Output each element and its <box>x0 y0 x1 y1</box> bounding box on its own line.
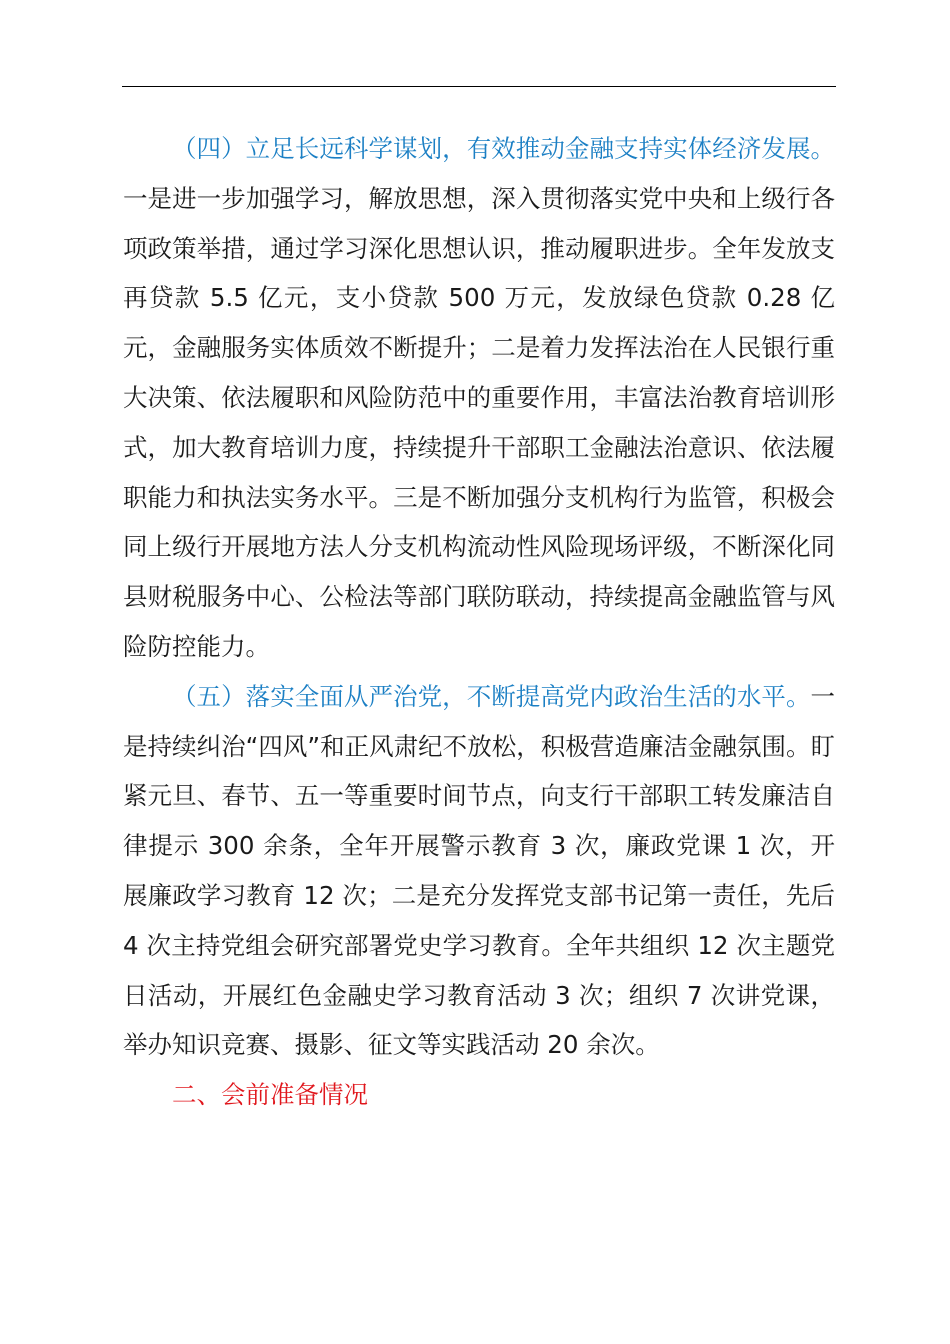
paragraph-five <box>123 672 835 1070</box>
paragraph-five-body: 一是持续纠治“四风”和正风肃纪不放松，积极营造廉洁金融氛围。盯紧元旦、春节、五一等重要时间节点，向支行干部职工转发廉洁自律提示 300 余条，全年开展警示教育 3 次，廉政党课 1 次，开展廉政学习教育 12 次；二是充分发挥党支部书记第一责任，先后 4 次主持党组会研究部署党史学习教育。全年共组织 12 次主题党日活动，开展红色金融史学习教育活动 3 次；组织 7 次讲党课，举办知识竞赛、摄影、征文等实践活动 20 余次。 <box>123 681 835 1060</box>
paragraph-five-heading: （五）落实全面从严治党，不断提高党内政治生活的水平。 <box>172 681 811 711</box>
paragraph-four-heading: （四）立足长远科学谋划，有效推动金融支持实体经济发展。 <box>172 134 835 163</box>
paragraph-four <box>123 124 835 672</box>
paragraph-four-body: 一是进一步加强学习，解放思想，深入贯彻落实党中央和上级行各项政策举措，通过学习深化思想认识，推动履职进步。全年发放支再贷款 5.5 亿元，支小贷款 500 万元，发放绿色贷款 0.28 亿元，金融服务实体质效不断提升；二是着力发挥法治在人民银行重大决策、依法履职和风险防范中的重要作用，丰富法治教育培训形式，加大教育培训力度，持续提升干部职工金融法治意识、依法履职能力和执法实务水平。三是不断加强分支机构行为监管，积极会同上级行开展地方法人分支机构流动性风险现场评级，不断深化同县财税服务中心、公检法等部门联防联动，持续提高金融监管与风险防控能力。 <box>123 183 835 661</box>
header-rule <box>122 86 836 87</box>
section-title: 二、会前准备情况 <box>172 1080 368 1110</box>
document-body <box>123 124 835 1120</box>
